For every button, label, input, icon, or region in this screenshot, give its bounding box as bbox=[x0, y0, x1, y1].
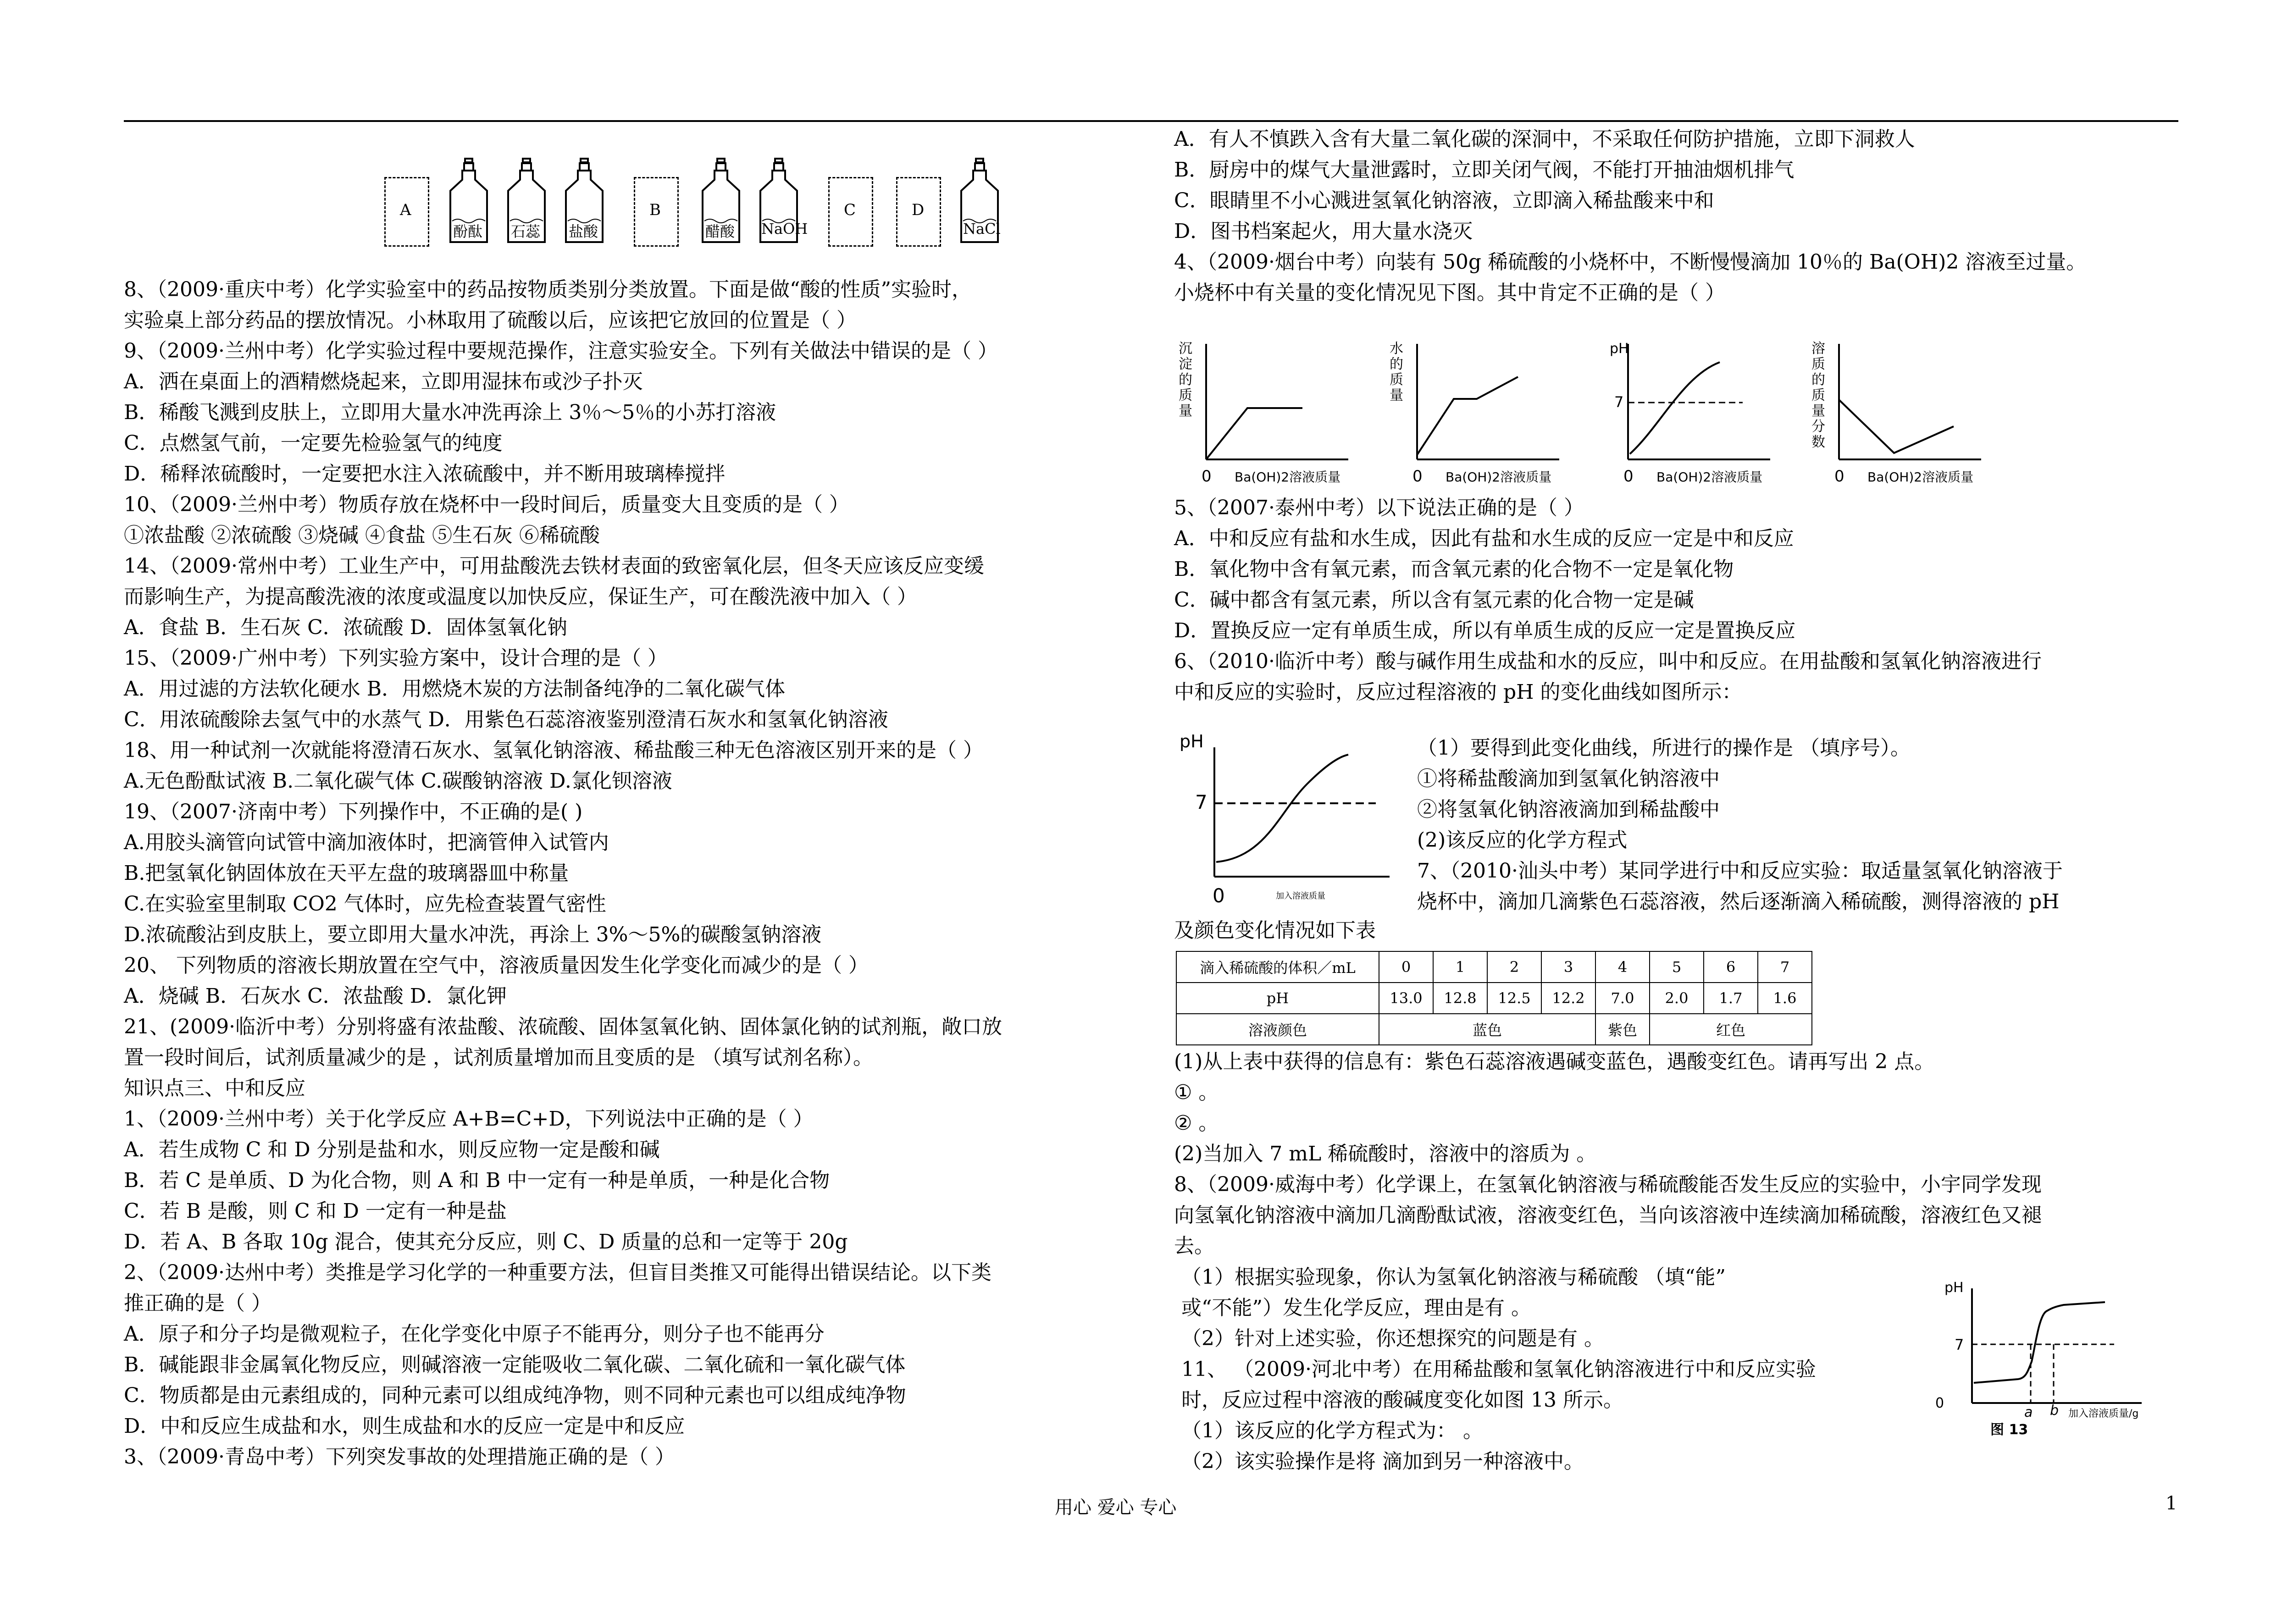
question-line: A．若生成物 C 和 D 分别是盐和水，则反应物一定是酸和碱 bbox=[124, 1138, 660, 1161]
table-cell: 3 bbox=[1541, 951, 1595, 983]
question-line: （1）该反应的化学方程式为： 。 bbox=[1181, 1419, 1483, 1442]
question-line: A．食盐 B．生石灰 C．浓硫酸 D．固体氢氧化钠 bbox=[124, 616, 568, 639]
question-line: 2、（2009·达州中考）类推是学习化学的一种重要方法，但盲目类推又可能得出错误结论。以下类 bbox=[124, 1261, 991, 1284]
graph-ylabel-char: 淀 bbox=[1179, 356, 1192, 372]
graph-solute-fraction bbox=[1811, 341, 1981, 486]
table-cell: pH bbox=[1176, 983, 1379, 1014]
question-line: C．碱中都含有氢元素，所以含有氢元素的化合物一定是碱 bbox=[1174, 588, 1694, 612]
graph-ylabel-char: 数 bbox=[1811, 434, 1825, 450]
question-line: (1)从上表中获得的信息有：紫色石蕊溶液遇碱变蓝色，遇酸变红色。请再写出 2 点。 bbox=[1174, 1050, 1935, 1073]
graph-origin: 0 bbox=[1834, 467, 1844, 486]
graph-ylabel-char: 量 bbox=[1811, 403, 1825, 419]
fig13-ylabel: pH bbox=[1944, 1280, 1964, 1296]
question-line: 时，反应过程中溶液的酸碱度变化如图 13 所示。 bbox=[1181, 1388, 1623, 1412]
question-line: C．眼睛里不小心溅进氢氧化钠溶液，立即滴入稀盐酸来中和 bbox=[1174, 189, 1714, 212]
question-line: ② 。 bbox=[1174, 1111, 1219, 1135]
bottle-label: NaCl bbox=[963, 220, 1001, 238]
left-column bbox=[124, 274, 1165, 1472]
question-line: 20、 下列物质的溶液长期放置在空气中，溶液质量因发生化学变化而减少的是（ ） bbox=[124, 954, 869, 977]
question-line: 8、（2009·威海中考）化学课上，在氢氧化钠溶液与稀硫酸能否发生反应的实验中，小宇同学发现 bbox=[1174, 1173, 2042, 1196]
graph-ylabel-char: 的 bbox=[1179, 372, 1192, 388]
question-line: 或“不能”）发生化学反应，理由是有 。 bbox=[1181, 1296, 1531, 1320]
graph-ylabel-char: 量 bbox=[1390, 387, 1403, 403]
table-cell: 12.5 bbox=[1487, 983, 1541, 1014]
question-line: （2）该实验操作是将 滴加到另一种溶液中。 bbox=[1181, 1450, 1584, 1473]
q6-graph-origin: 0 bbox=[1213, 884, 1225, 907]
table-cell: 12.2 bbox=[1541, 983, 1595, 1014]
q6-graph-ylabel: pH bbox=[1180, 731, 1204, 751]
bottle-label: 盐酸 bbox=[569, 223, 598, 240]
graph-ylabel-char: 量 bbox=[1179, 403, 1192, 419]
graph-ylabel-char: 的 bbox=[1811, 372, 1825, 388]
graph-xlabel: Ba(OH)2溶液质量 bbox=[1235, 470, 1341, 485]
footer-motto: 用心 爱心 专心 bbox=[1055, 1497, 1177, 1518]
table-cell: 0 bbox=[1379, 951, 1433, 983]
question-line: 小烧杯中有关量的变化情况见下图。其中肯定不正确的是（ ） bbox=[1174, 281, 1725, 304]
question-line: 3、（2009·青岛中考）下列突发事故的处理措施正确的是（ ） bbox=[124, 1445, 675, 1469]
question-line: 11、 （2009·河北中考）在用稀盐酸和氢氧化钠溶液进行中和反应实验 bbox=[1181, 1358, 1816, 1381]
graph-origin: 0 bbox=[1202, 467, 1212, 486]
question-line: C．点燃氢气前，一定要先检验氢气的纯度 bbox=[124, 431, 503, 455]
question-line: B．稀酸飞溅到皮肤上，立即用大量水冲洗再涂上 3％～5％的小苏打溶液 bbox=[124, 401, 776, 424]
question-line: ②将氢氧化钠溶液滴加到稀盐酸中 bbox=[1417, 798, 1720, 821]
table-cell: 2 bbox=[1487, 951, 1541, 983]
question-line: 6、（2010·临沂中考）酸与碱作用生成盐和水的反应，叫中和反应。在用盐酸和氢氧化钠溶液进行 bbox=[1174, 650, 2042, 673]
fig13-caption: 图 13 bbox=[1990, 1422, 2028, 1438]
question-line: 15、（2009·广州中考）下列实验方案中，设计合理的是（ ） bbox=[124, 646, 668, 670]
graph-xlabel: Ba(OH)2溶液质量 bbox=[1446, 470, 1552, 485]
question-line: 向氢氧化钠溶液中滴加几滴酚酞试液，溶液变红色，当向该溶液中连续滴加稀硫酸，溶液红色又褪 bbox=[1174, 1204, 2042, 1227]
slot-d-label: D bbox=[912, 201, 925, 219]
question-line: 8、（2009·重庆中考）化学实验室中的药品按物质类别分类放置。下面是做“酸的性质”实验时， bbox=[124, 278, 972, 301]
table-cell: 6 bbox=[1704, 951, 1758, 983]
table-cell: 滴入稀硫酸的体积／mL bbox=[1176, 951, 1379, 983]
slot-c-label: C bbox=[844, 201, 856, 219]
table-cell: 1.7 bbox=[1704, 983, 1758, 1014]
question-line: D．图书档案起火，用大量水浇灭 bbox=[1174, 220, 1473, 243]
q7-tail: 及颜色变化情况如下表 bbox=[1174, 919, 1376, 942]
question-line: A．原子和分子均是微观粒子，在化学变化中原子不能再分，则分子也不能再分 bbox=[124, 1322, 825, 1346]
fig13-xlabel: 加入溶液质量/g bbox=[2068, 1408, 2139, 1420]
right-column-mid bbox=[1174, 492, 2192, 707]
question-line: D．置换反应一定有单质生成，所以有单质生成的反应一定是置换反应 bbox=[1174, 619, 1796, 642]
graph-origin: 0 bbox=[1412, 467, 1423, 486]
question-line: D．若 A、B 各取 10g 混合，使其充分反应，则 C、D 质量的总和一定等于 20g bbox=[124, 1230, 848, 1254]
graph-ylabel-char: 质 bbox=[1811, 356, 1825, 372]
graph-water-mass bbox=[1390, 341, 1559, 486]
table-cell: 2.0 bbox=[1650, 983, 1704, 1014]
graph-ylabel-char: 分 bbox=[1811, 419, 1825, 435]
bottle-label: 酚酞 bbox=[453, 223, 483, 240]
graph-ylabel-char: 质 bbox=[1811, 387, 1825, 403]
question-line: 19、（2007·济南中考）下列操作中，不正确的是( ) bbox=[124, 800, 583, 823]
question-line: 10、（2009·兰州中考）物质存放在烧杯中一段时间后，质量变大且变质的是（ ） bbox=[124, 493, 849, 516]
graph-ylabel-char: 质 bbox=[1390, 372, 1403, 388]
table-row bbox=[1176, 1014, 1812, 1045]
question-line: D．稀释浓硫酸时，一定要把水注入浓硫酸中，并不断用玻璃棒搅拌 bbox=[124, 462, 726, 486]
table-cell: 1 bbox=[1433, 951, 1487, 983]
question-line: A．烧碱 B．石灰水 C．浓盐酸 D．氯化钾 bbox=[124, 984, 507, 1008]
page-number: 1 bbox=[2166, 1493, 2177, 1514]
q4-graphs bbox=[1174, 335, 2192, 491]
q6-graph-mark: 7 bbox=[1195, 791, 1207, 813]
header-rule bbox=[124, 120, 2178, 122]
question-line: 实验桌上部分药品的摆放情况。小林取用了硫酸以后，应该把它放回的位置是（ ） bbox=[124, 309, 857, 332]
table-cell: 7.0 bbox=[1595, 983, 1650, 1014]
fig13-a: a bbox=[2024, 1404, 2033, 1420]
right-column-top bbox=[1174, 124, 2192, 308]
fig13-mark: 7 bbox=[1955, 1336, 1964, 1353]
question-line: B．厨房中的煤气大量泄露时，立即关闭气阀，不能打开抽油烟机排气 bbox=[1174, 158, 1795, 182]
question-line: B．碱能跟非金属氧化物反应，则碱溶液一定能吸收二氧化碳、二氧化硫和一氧化碳气体 bbox=[124, 1353, 906, 1376]
graph-origin: 0 bbox=[1623, 467, 1634, 486]
question-line: 18、用一种试剂一次就能将澄清石灰水、氢氧化钠溶液、稀盐酸三种无色溶液区别开来的是（ ） bbox=[124, 739, 983, 762]
question-line: 知识点三、中和反应 bbox=[124, 1077, 305, 1100]
question-line: 9、（2009·兰州中考）化学实验过程中要规范操作，注意实验安全。下列有关做法中错误的是（ ） bbox=[124, 339, 998, 363]
table-cell: 4 bbox=[1595, 951, 1650, 983]
question-line: 而影响生产，为提高酸洗液的浓度或温度以加快反应，保证生产，可在酸洗液中加入（ ） bbox=[124, 585, 917, 608]
question-line: (2)该反应的化学方程式 bbox=[1417, 829, 1628, 852]
question-line: B．氧化物中含有氧元素，而含氧元素的化合物不一定是氧化物 bbox=[1174, 558, 1734, 581]
ph-table bbox=[1176, 951, 1812, 1045]
question-line: C．若 B 是酸，则 C 和 D 一定有一种是盐 bbox=[124, 1199, 507, 1223]
right-column-bottom bbox=[1181, 1262, 1933, 1477]
figure-13 bbox=[1926, 1265, 2183, 1449]
table-cell: 红色 bbox=[1650, 1014, 1812, 1045]
question-line: （1）根据实验现象，你认为氢氧化钠溶液与稀硫酸 （填“能” bbox=[1181, 1265, 1726, 1289]
question-line: B.把氢氧化钠固体放在天平左盘的玻璃器皿中称量 bbox=[124, 862, 569, 885]
graph-ylabel-char: pH bbox=[1610, 341, 1629, 357]
question-line: 5、（2007·泰州中考）以下说法正确的是（ ） bbox=[1174, 496, 1584, 519]
question-line: 中和反应的实验时，反应过程溶液的 pH 的变化曲线如图所示： bbox=[1174, 680, 1742, 704]
question-line: D.浓硫酸沾到皮肤上，要立即用大量水冲洗，再涂上 3%～5%的碳酸氢钠溶液 bbox=[124, 923, 822, 946]
graph-ylabel-char: 溶 bbox=[1811, 341, 1825, 357]
question-line: C．物质都是由元素组成的，同种元素可以组成纯净物，则不同种元素也可以组成纯净物 bbox=[124, 1384, 906, 1407]
table-cell: 12.8 bbox=[1433, 983, 1487, 1014]
table-cell: 7 bbox=[1758, 951, 1812, 983]
graph-ph bbox=[1610, 341, 1770, 486]
slot-b-label: B bbox=[649, 201, 661, 219]
question-line: C.在实验室里制取 CO2 气体时，应先检查装置气密性 bbox=[124, 892, 606, 916]
q6-graph bbox=[1174, 729, 1403, 917]
bottle-label: 醋酸 bbox=[705, 223, 735, 240]
question-line: A.用胶头滴管向试管中滴加液体时，把滴管伸入试管内 bbox=[124, 831, 609, 854]
slot-a-label: A bbox=[400, 201, 411, 219]
graph-precipitate bbox=[1179, 341, 1348, 486]
graph-ylabel-char: 的 bbox=[1390, 356, 1403, 372]
question-line: A．有人不慎跌入含有大量二氧化碳的深洞中，不采取任何防护措施，立即下洞救人 bbox=[1174, 127, 1915, 151]
question-line: 去。 bbox=[1174, 1234, 1214, 1258]
graph-ylabel-char: 质 bbox=[1179, 387, 1192, 403]
graph-ylabel-char: 水 bbox=[1390, 341, 1403, 357]
question-line: A．中和反应有盐和水生成，因此有盐和水生成的反应一定是中和反应 bbox=[1174, 527, 1794, 550]
table-row bbox=[1176, 983, 1812, 1014]
question-line: 21、(2009·临沂中考）分别将盛有浓盐酸、浓硫酸、固体氢氧化钠、固体氯化钠的试剂瓶，敞口放 bbox=[124, 1015, 1002, 1038]
question-line: A．洒在桌面上的酒精燃烧起来，立即用湿抹布或沙子扑灭 bbox=[124, 370, 643, 393]
question-line: B．若 C 是单质、D 为化合物，则 A 和 B 中一定有一种是单质，一种是化合物 bbox=[124, 1169, 830, 1192]
question-line: （2）针对上述实验，你还想探究的问题是有 。 bbox=[1181, 1327, 1604, 1350]
q6-graph-xlabel: 加入溶液质量 bbox=[1276, 891, 1325, 901]
question-line: 14、（2009·常州中考）工业生产中，可用盐酸洗去铁材表面的致密氧化层，但冬天应该反应变缓 bbox=[124, 554, 984, 578]
fig13-b: b bbox=[2050, 1403, 2059, 1419]
question-line: 烧杯中，滴加几滴紫色石蕊溶液，然后逐渐滴入稀硫酸，测得溶液的 pH bbox=[1417, 890, 2060, 913]
table-cell: 溶液颜色 bbox=[1176, 1014, 1379, 1045]
question-line: 4、（2009·烟台中考）向装有 50g 稀硫酸的小烧杯中，不断慢慢滴加 10％的 Ba(OH)2 溶液至过量。 bbox=[1174, 250, 2087, 274]
question-line: （1）要得到此变化曲线，所进行的操作是 （填序号）。 bbox=[1417, 736, 1911, 760]
question-line: C．用浓硫酸除去氢气中的水蒸气 D．用紫色石蕊溶液鉴别澄清石灰水和氢氧化钠溶液 bbox=[124, 708, 888, 731]
question-line: ①浓盐酸 ②浓硫酸 ③烧碱 ④食盐 ⑤生石灰 ⑥稀硫酸 bbox=[124, 524, 600, 547]
question-line: 推正确的是（ ） bbox=[124, 1292, 271, 1315]
question-line: ① 。 bbox=[1174, 1081, 1219, 1104]
table-cell: 1.6 bbox=[1758, 983, 1812, 1014]
question-line: A．用过滤的方法软化硬水 B．用燃烧木炭的方法制备纯净的二氧化碳气体 bbox=[124, 677, 786, 701]
fig13-origin: 0 bbox=[1935, 1395, 1944, 1411]
question-line: 7、（2010·汕头中考）某同学进行中和反应实验：取适量氢氧化钠溶液于 bbox=[1417, 859, 2063, 883]
right-column-after-table bbox=[1174, 1046, 2192, 1261]
question-line: A.无色酚酞试液 B.二氧化碳气体 C.碳酸钠溶液 D.氯化钡溶液 bbox=[124, 769, 672, 793]
question-line: (2)当加入 7 mL 稀硫酸时，溶液中的溶质为 。 bbox=[1174, 1142, 1597, 1166]
table-row bbox=[1176, 951, 1812, 983]
q6-text bbox=[1417, 733, 2197, 917]
graph-mark: 7 bbox=[1614, 393, 1624, 411]
table-cell: 紫色 bbox=[1595, 1014, 1650, 1045]
table-cell: 13.0 bbox=[1379, 983, 1433, 1014]
question-line: D．中和反应生成盐和水，则生成盐和水的反应一定是中和反应 bbox=[124, 1414, 685, 1438]
question-line: 1、（2009·兰州中考）关于化学反应 A+B=C+D，下列说法中正确的是（ ） bbox=[124, 1107, 814, 1131]
graph-ylabel-char: 沉 bbox=[1179, 341, 1192, 357]
question-line: 置一段时间后，试剂质量减少的是 ，试剂质量增加而且变质的是 （填写试剂名称）。 bbox=[124, 1046, 873, 1069]
bottle-label: NaOH bbox=[761, 220, 808, 238]
table-cell: 5 bbox=[1650, 951, 1704, 983]
bottle-label: 石蕊 bbox=[511, 223, 541, 240]
graph-xlabel: Ba(OH)2溶液质量 bbox=[1656, 470, 1763, 485]
graph-xlabel: Ba(OH)2溶液质量 bbox=[1867, 470, 1974, 485]
question-line: ①将稀盐酸滴加到氢氧化钠溶液中 bbox=[1417, 767, 1720, 790]
table-cell: 蓝色 bbox=[1379, 1014, 1595, 1045]
